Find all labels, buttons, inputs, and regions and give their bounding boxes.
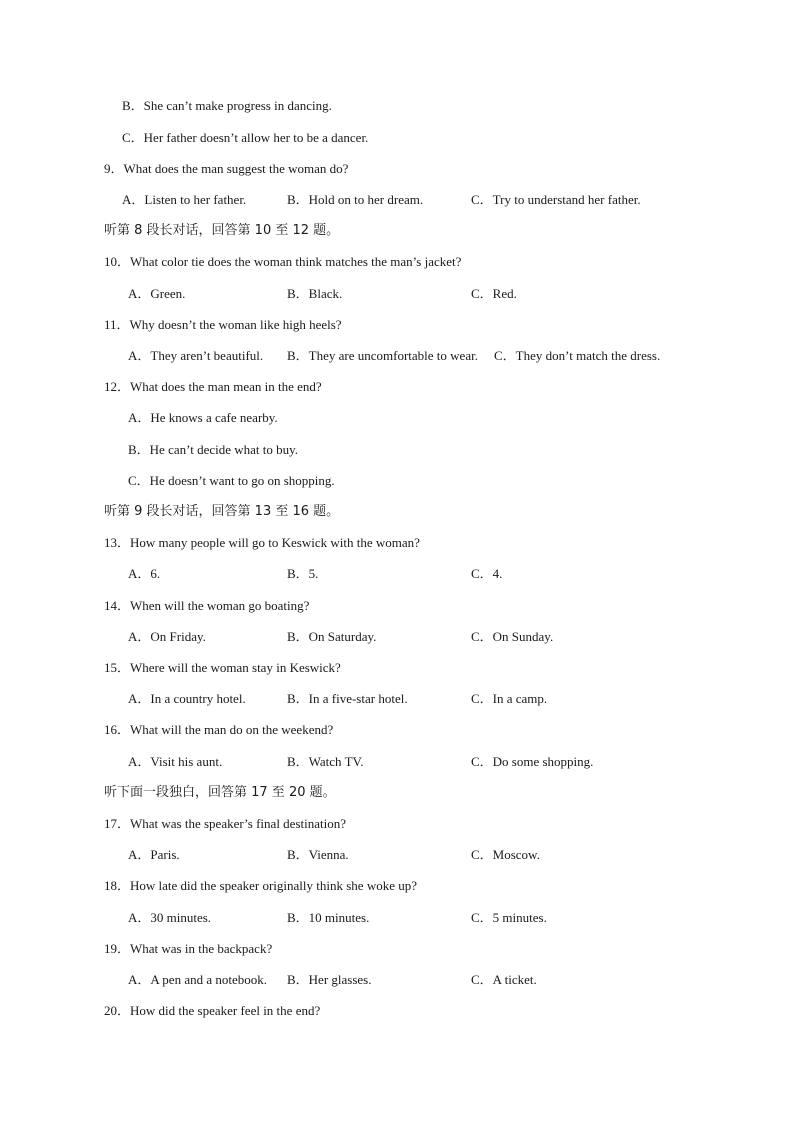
- q13-option-b: B．5.: [287, 566, 319, 581]
- q16-option-a: A．Visit his aunt.: [128, 754, 223, 769]
- q19-stem: 19．What was in the backpack?: [104, 941, 273, 956]
- q14-option-a: A．On Friday.: [128, 629, 206, 644]
- q9-stem: 9．What does the man suggest the woman do?: [104, 161, 349, 176]
- q15-option-a: A．In a country hotel.: [128, 691, 246, 706]
- q18-option-b: B．10 minutes.: [287, 910, 370, 925]
- q19-option-c: C．A ticket.: [471, 972, 537, 987]
- q17-option-b: B．Vienna.: [287, 847, 349, 862]
- q15-stem: 15．Where will the woman stay in Keswick?: [104, 660, 341, 675]
- q8-option-c: C．Her father doesn’t allow her to be a dancer.: [122, 130, 369, 145]
- q9-option-a: A．Listen to her father.: [122, 192, 247, 207]
- q18-option-a: A．30 minutes.: [128, 910, 212, 925]
- section-9-heading: 听第 9 段长对话，回答第 13 至 16 题。: [104, 504, 340, 519]
- q16-stem: 16．What will the man do on the weekend?: [104, 722, 334, 737]
- q12-stem: 12．What does the man mean in the end?: [104, 379, 322, 394]
- q19-option-b: B．Her glasses.: [287, 972, 372, 987]
- q16-option-b: B．Watch TV.: [287, 754, 364, 769]
- q10-option-b: B．Black.: [287, 286, 343, 301]
- q13-option-a: A．6.: [128, 566, 161, 581]
- q11-option-c: C．They don’t match the dress.: [494, 348, 661, 363]
- section-8-heading: 听第 8 段长对话，回答第 10 至 12 题。: [104, 223, 340, 238]
- q18-option-c: C．5 minutes.: [471, 910, 547, 925]
- q11-option-b: B．They are uncomfortable to wear.: [287, 348, 478, 363]
- q20-stem: 20．How did the speaker feel in the end?: [104, 1003, 321, 1018]
- q12-option-b: B．He can’t decide what to buy.: [128, 442, 299, 457]
- q14-option-b: B．On Saturday.: [287, 629, 377, 644]
- q16-option-c: C．Do some shopping.: [471, 754, 594, 769]
- section-10-heading: 听下面一段独白，回答第 17 至 20 题。: [104, 785, 336, 800]
- q15-option-b: B．In a five-star hotel.: [287, 691, 408, 706]
- q12-option-a: A．He knows a cafe nearby.: [128, 410, 278, 425]
- q9-option-b: B．Hold on to her dream.: [287, 192, 424, 207]
- q13-stem: 13．How many people will go to Keswick with the woman?: [104, 535, 420, 550]
- q11-stem: 11．Why doesn’t the woman like high heels?: [104, 317, 342, 332]
- q18-stem: 18．How late did the speaker originally think she woke up?: [104, 878, 418, 893]
- q9-option-c: C．Try to understand her father.: [471, 192, 641, 207]
- q12-option-c: C．He doesn’t want to go on shopping.: [128, 473, 335, 488]
- q10-stem: 10．What color tie does the woman think matches the man’s jacket?: [104, 254, 462, 269]
- q10-option-a: A．Green.: [128, 286, 186, 301]
- q19-option-a: A．A pen and a notebook.: [128, 972, 268, 987]
- q14-option-c: C．On Sunday.: [471, 629, 554, 644]
- q17-option-c: C．Moscow.: [471, 847, 540, 862]
- q11-option-a: A．They aren’t beautiful.: [128, 348, 264, 363]
- q13-option-c: C．4.: [471, 566, 503, 581]
- q10-option-c: C．Red.: [471, 286, 517, 301]
- q15-option-c: C．In a camp.: [471, 691, 548, 706]
- q17-stem: 17．What was the speaker’s final destination?: [104, 816, 346, 831]
- q8-option-b: B．She can’t make progress in dancing.: [122, 98, 332, 113]
- q14-stem: 14．When will the woman go boating?: [104, 598, 310, 613]
- q17-option-a: A．Paris.: [128, 847, 180, 862]
